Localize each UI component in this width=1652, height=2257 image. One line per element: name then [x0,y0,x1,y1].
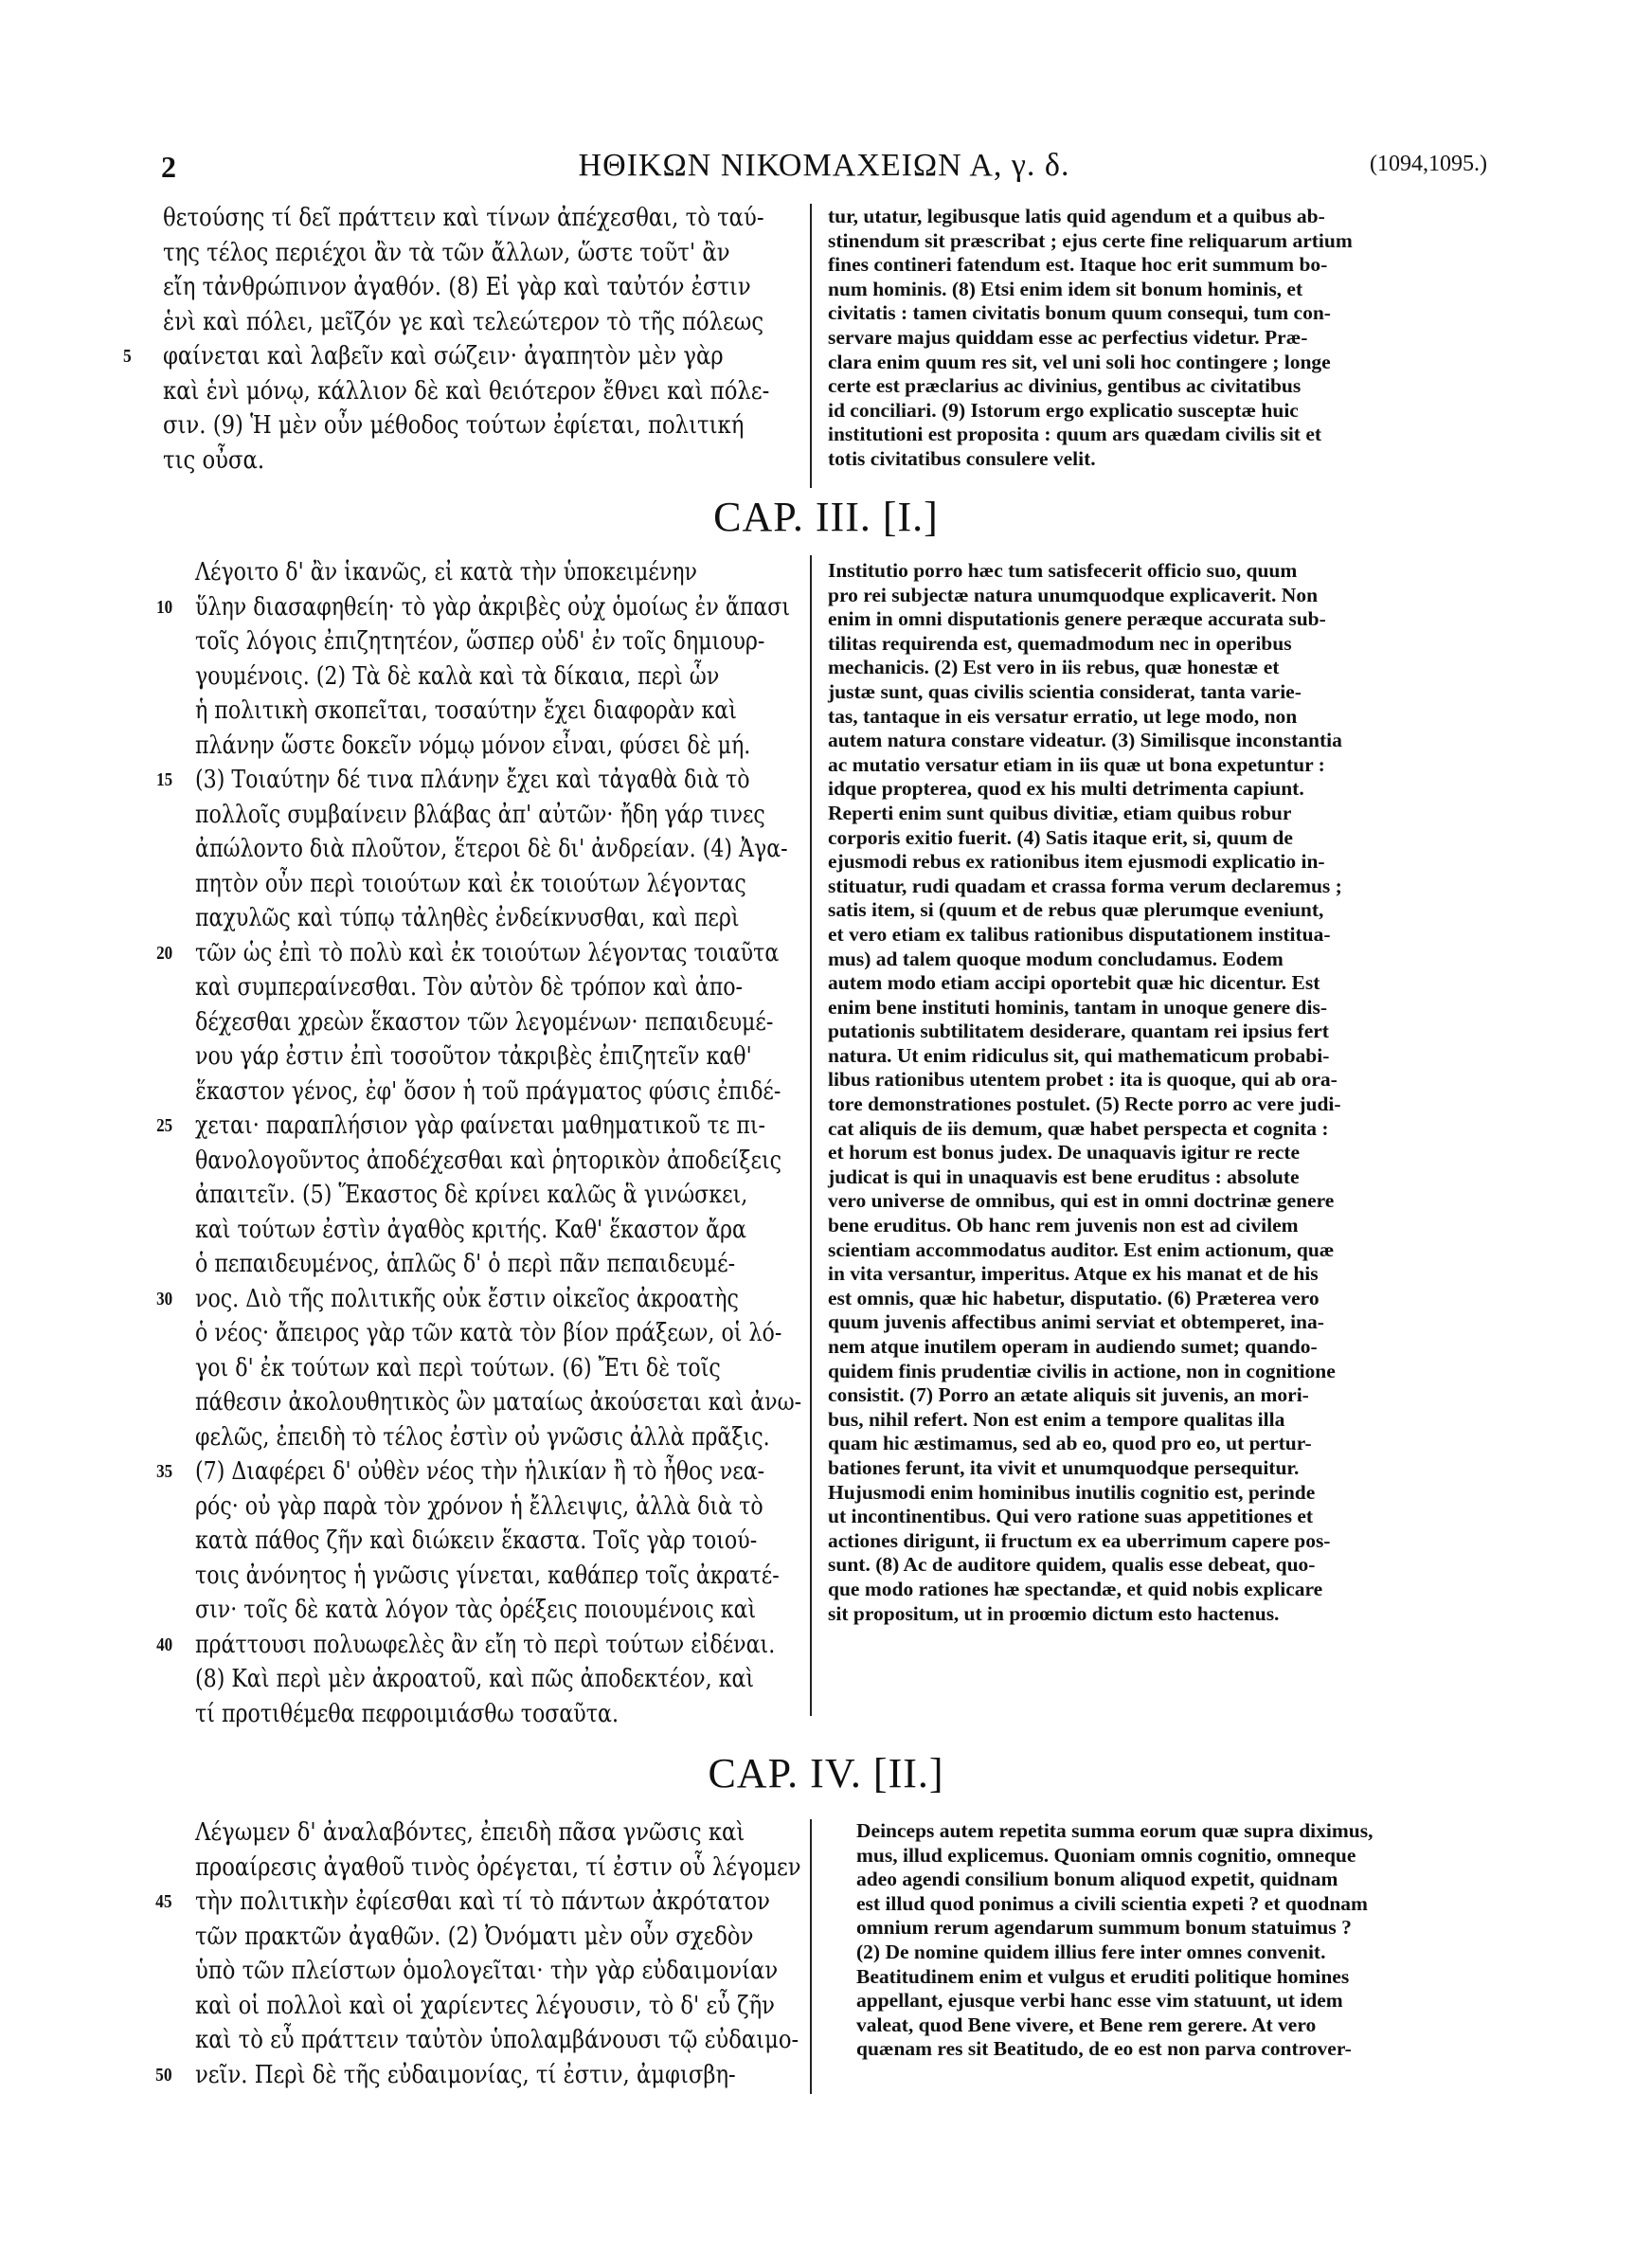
latin-text-line: ejusmodi rebus ex rationibus item ejusmodi explicatio in- [828,850,1325,874]
latin-text-line: Hujusmodi enim hominibus inutilis cognitio est, perinde [828,1480,1316,1504]
greek-text-line [156,1282,801,1317]
latin-text-line: Institutio porro hæc tum satisfecerit officio suo, quum [828,559,1298,582]
greek-line-text: δέχεσθαι χρεὼν ἕκαστον τῶν λεγομένων· πεπαιδευμέ- [195,1007,774,1037]
greek-line-text: ἑνὶ καὶ πόλει, μεῖζόν γε καὶ τελεώτερον τὸ τῆς πόλεως [163,307,764,336]
latin-text-line: sit propositum, ut in proœmio dictum esto hactenus. [828,1601,1280,1625]
latin-text-line: putationis subtilitatem desiderare, quantam rei ipsius fert [828,1020,1329,1043]
greek-text-line [163,270,769,305]
greek-text-line [195,798,801,833]
line-number: 15 [156,769,173,790]
greek-text-line [195,1697,801,1732]
chapter-heading-3: CAP. III. [I.] [713,494,939,540]
greek-text-line [195,1593,801,1628]
greek-line-text: ἕκαστον γένος, ἐφ' ὅσον ἡ τοῦ πράγματος φύσις ἐπιδέ- [195,1076,781,1106]
latin-text-line: nem atque inutilem operam in audiendo sumet; quando- [828,1335,1318,1358]
latin-text-line: certe est præclarius ac divinius, gentibus ac civitatibus [828,374,1302,398]
greek-text-line [156,1454,801,1490]
greek-text-line [156,936,801,971]
latin-text-line: enim in omni disputationis genere peræque accurata sub- [828,607,1326,631]
greek-line-text: χεται· παραπλήσιον γὰρ φαίνεται μαθηματικοῦ τε πι- [195,1111,766,1140]
column-rule [810,1819,812,2094]
greek-line-text: προαίρεσις ἀγαθοῦ τινὸς ὀρέγεται, τί ἐστιν οὗ λέγομεν [195,1852,801,1882]
greek-line-text: γοι δ' ἐκ τούτων καὶ περὶ τούτων. (6) Ἔτι δὲ τοῖς [195,1353,721,1382]
greek-text-line [195,1954,801,1989]
latin-text-line: quidem finis prudentiæ civilis in actione, non in cognitione [828,1359,1336,1382]
latin-text-line: adeo agendi consilium bonum aliquod expetit, quidnam [856,1868,1338,1891]
latin-text-line: in vita versantur, imperitus. Atque ex his manat et de his [828,1262,1319,1286]
latin-text-line: (2) De nomine quidem illius fere inter omnes convenit. [856,1940,1326,1963]
latin-text-line: pro rei subjectæ natura unumquodque explicaverit. Non [828,583,1319,606]
latin-text-line: quum juvenis affectibus animi serviat et obtemperet, ina- [828,1310,1324,1334]
greek-line-text: (3) Τοιαύτην δέ τινα πλάνην ἔχει καὶ τἀγαθὰ διὰ τὸ [195,766,750,794]
latin-column-chapter-4 [856,1819,1373,2062]
latin-text-line: quænam res sit Beatitudo, de eo est non parva controver- [856,2037,1352,2061]
line-number: 20 [156,942,173,964]
greek-text-line [195,1247,801,1282]
greek-line-text: σιν· τοῖς δὲ κατὰ λόγον τὰς ὀρέξεις ποιουμένοις καὶ [195,1596,757,1624]
bekker-page-range: (1094,1095.) [1370,152,1487,176]
greek-text-line [195,832,801,867]
greek-text-line [156,1628,801,1663]
greek-line-text: (8) Καὶ περὶ μὲν ἀκροατοῦ, καὶ πῶς ἀποδεκτέον, καὶ [195,1665,755,1693]
greek-line-text: ρός· οὐ γὰρ παρὰ τὸν χρόνον ἡ ἔλλειψις, ἀλλὰ διὰ τὸ [195,1491,763,1521]
latin-text-line: mus) ad talem quoque modum concludamus. Eodem [828,947,1284,970]
line-number: 45 [155,1891,172,1912]
latin-text-line: clara enim quum res sit, vel uni soli hoc contingere ; longe [828,350,1331,373]
greek-line-text: φελῶς, ἐπειδὴ τὸ τέλος ἐστὶν οὐ γνῶσις ἀλλὰ πρᾶξις. [195,1422,770,1452]
greek-line-text: γουμένοις. (2) Τὰ δὲ καλὰ καὶ τὰ δίκαια, περὶ ὧν [195,661,720,691]
greek-text-line [195,659,801,695]
greek-text-line [163,408,769,443]
line-number: 40 [156,1634,173,1655]
latin-text-line: bationes ferunt, ita vivit et unumquodque persequitur. [828,1455,1300,1479]
latin-text-line: Deinceps autem repetita summa eorum quæ supra diximus, [856,1819,1374,1842]
greek-line-text: ἀπώλοντο διὰ πλοῦτον, ἕτεροι δὲ δι' ἀνδρείαν. (4) Ἀγα- [195,835,788,863]
greek-text-line [195,970,801,1005]
greek-text-line [195,1144,801,1179]
greek-line-text: καὶ τὸ εὖ πράττειν ταὐτὸν ὑπολαμβάνουσι τῷ εὐδαιμο- [195,2026,799,2054]
chapter-heading-4: CAP. IV. [II.] [708,1750,944,1797]
greek-text-line [195,1490,801,1525]
greek-text-line [195,694,801,729]
greek-text-line [195,1074,801,1110]
latin-text-line: et vero etiam ex talibus rationibus disputationem institua- [828,922,1331,946]
latin-text-line: actiones dirigunt, ii fructum ex ea uberrimum capere pos- [828,1528,1331,1552]
latin-text-line: fines contineri fatendum est. Itaque hoc erit summum bo- [828,253,1328,277]
greek-line-text: τοις ἀνόνητος ἡ γνῶσις γίνεται, καθάπερ τοῖς ἀκρατέ- [195,1561,780,1590]
latin-text-line: tur, utatur, legibusque latis quid agendum et a quibus ab- [828,205,1325,227]
column-rule [810,555,812,1716]
greek-text-line [195,624,801,659]
latin-text-line: et horum est bonus judex. De unaquavis igitur re recte [828,1141,1301,1165]
greek-text-line [156,590,801,625]
greek-line-text: εἴη τἀνθρώπινον ἀγαθόν. (8) Εἰ γὰρ καὶ ταὐτόν ἐστιν [163,273,751,301]
latin-text-line: tore demonstrationes postulet. (5) Recte porro ac vere judi- [828,1092,1341,1116]
greek-text-line [195,1851,801,1886]
greek-line-text: ἡ πολιτικὴ σκοπεῖται, τοσαύτην ἔχει διαφορὰν καὶ [195,696,737,725]
column-rule [810,204,812,488]
greek-text-line [195,1920,801,1955]
latin-text-line: est omnis, quæ hic habetur, disputatio. (6) Præterea vero [828,1286,1320,1309]
latin-text-line: ut incontinentibus. Qui vero ratione suas appetitiones et [828,1505,1314,1528]
latin-text-line: quam hic æstimamus, sed ab eo, quod pro eo, ut pertur- [828,1432,1312,1455]
latin-text-line: stinendum sit præscribat ; ejus certe fine reliquarum artium [828,228,1353,252]
greek-line-text: (7) Διαφέρει δ' οὐθὲν νέος τὴν ἡλικίαν ἢ τὸ ἦθος νεα- [195,1457,765,1486]
greek-text-line [195,1989,801,2024]
greek-text-line [195,1005,801,1040]
greek-line-text: τί προτιθέμεθα πεφροιμιάσθω τοσαῦτα. [195,1699,619,1728]
line-number: 50 [155,2064,172,2085]
greek-line-text: τῶν ὡς ἐπὶ τὸ πολὺ καὶ ἐκ τοιούτων λέγοντας τοιαῦτα [195,938,780,967]
latin-text-line: totis civitatibus consulere velit. [828,446,1096,470]
greek-line-text: τῶν πρακτῶν ἀγαθῶν. (2) Ὀνόματι μὲν οὖν σχεδὸν [195,1922,754,1951]
greek-text-line [195,555,801,590]
running-title: ΗΘΙΚΩΝ ΝΙΚΟΜΑΧΕΙΩΝ Α, γ. δ. [578,148,1070,183]
greek-line-text: τις οὖσα. [163,445,265,475]
greek-text-line [195,1178,801,1213]
line-number: 35 [156,1461,173,1482]
latin-text-line: appellant, ejusque verbi hanc esse vim statuunt, ut idem [856,1989,1343,2013]
greek-column-section-1 [123,201,856,478]
greek-line-text: ὕλην διασαφηθείη· τὸ γὰρ ἀκριβὲς οὐχ ὁμοίως ἐν ἅπασι [195,592,791,622]
greek-text-line [195,901,801,936]
latin-text-line: civitatis : tamen civitatis bonum quum consequi, tum con- [828,301,1331,325]
latin-text-line: autem natura constare videatur. (3) Similisque inconstantia [828,729,1342,752]
greek-line-text: καὶ τούτων ἐστὶν ἀγαθὸς κριτής. Καθ' ἕκαστον ἄρα [195,1215,746,1244]
line-number: 25 [156,1115,173,1136]
latin-text-line: ac mutatio versatur etiam in iis quæ ut bona expetuntur : [828,752,1325,776]
latin-text-line: institutioni est proposita : quum ars quædam civilis sit et [828,423,1322,446]
greek-text-line [195,1039,801,1074]
greek-column-chapter-3 [156,555,907,1731]
latin-text-line: libus rationibus utentem probet : ita is quoque, qui ab ora- [828,1068,1338,1092]
greek-line-text: ὑπὸ τῶν πλείστων ὁμολογεῖται· τὴν γὰρ εὐδαιμονίαν [195,1957,779,1985]
greek-line-text: πητὸν οὖν περὶ τοιούτων καὶ ἐκ τοιούτων λέγοντας [195,869,746,898]
greek-text-line [156,1109,801,1144]
greek-text-line [156,763,801,798]
greek-text-line [195,729,801,764]
latin-text-line: omnium rerum agendarum summum bonum statuimus ? [856,1916,1352,1940]
greek-text-line [195,1662,801,1697]
latin-text-line: mus, illud explicemus. Quoniam omnis cognitio, omneque [856,1843,1356,1867]
greek-line-text: ὁ νέος· ἄπειρος γὰρ τῶν κατὰ τὸν βίον πράξεων, οἱ λό- [195,1319,782,1347]
line-number: 5 [123,346,132,367]
latin-text-line: vero universe de omnibus, qui est in omni doctrinæ genere [828,1189,1335,1213]
greek-text-line [195,1351,801,1386]
greek-line-text: ὁ πεπαιδευμένος, ἁπλῶς δ' ὁ περὶ πᾶν πεπαιδευμέ- [195,1250,736,1278]
greek-line-text: παχυλῶς καὶ τύπῳ τἀληθὲς ἐνδείκνυσθαι, καὶ περὶ [195,904,740,932]
latin-text-line: corporis exitio fuerit. (4) Satis itaque erit, si, quum de [828,825,1293,849]
greek-line-text: πλάνην ὥστε δοκεῖν νόμῳ μόνον εἶναι, φύσει δὲ μή. [195,731,751,760]
latin-text-line: satis item, si (quum et de rebus quæ plerumque eveniunt, [828,898,1324,922]
latin-text-line: Reperti enim sunt quibus divitiæ, etiam quibus robur [828,801,1292,824]
page-number: 2 [161,150,176,184]
greek-line-text: πάθεσιν ἀκολουθητικὸς ὢν ματαίως ἀκούσεται καὶ ἀνω- [195,1388,802,1417]
latin-text-line: que modo rationes hæ spectandæ, et quid nobis explicare [828,1577,1323,1600]
latin-text-line: num hominis. (8) Etsi enim idem sit bonum hominis, et [828,277,1303,300]
greek-line-text: νεῖν. Περὶ δὲ τῆς εὐδαιμονίας, τί ἐστιν, ἀμφισβη- [195,2060,736,2089]
greek-column-chapter-4 [155,1815,889,2092]
greek-line-text: Λέγωμεν δ' ἀναλαβόντες, ἐπειδὴ πᾶσα γνῶσις καὶ [195,1818,745,1847]
greek-line-text: Λέγοιτο δ' ἂν ἱκανῶς, εἰ κατὰ τὴν ὑποκειμένην [195,558,697,587]
greek-text-line [163,374,769,409]
latin-text-line: scientiam accommodatus auditor. Est enim actionum, quæ [828,1237,1335,1261]
greek-line-text: θανολογοῦντος ἀποδέχεσθαι καὶ ῥητορικὸν ἀποδείξεις [195,1146,782,1175]
greek-line-text: τὴν πολιτικὴν ἐφίεσθαι καὶ τί τὸ πάντων ἀκρότατον [195,1887,770,1916]
greek-text-line [195,1385,801,1420]
greek-line-text: νου γάρ ἐστιν ἐπὶ τοσοῦτον τἀκριβὲς ἐπιζητεῖν καθ' [195,1042,752,1071]
running-header [161,148,1487,195]
line-number: 30 [156,1288,173,1309]
latin-text-line: servare majus quiddam esse ac perfectius videtur. Præ- [828,325,1308,349]
greek-text-line [195,1815,801,1851]
latin-text-line: idque propterea, quod ex his multi detrimenta capiunt. [828,777,1304,801]
line-number: 10 [156,596,173,618]
greek-text-line [195,867,801,902]
greek-line-text: της τέλος περιέχοι ἂν τὰ τῶν ἄλλων, ὥστε τοῦτ' ἂν [163,238,730,267]
greek-line-text: φαίνεται καὶ λαβεῖν καὶ σώζειν· ἀγαπητὸν μὲν γὰρ [163,342,724,370]
latin-text-line: id conciliari. (9) Istorum ergo explicatio susceptæ huic [828,398,1299,422]
greek-line-text: πράττουσι πολυωφελὲς ἂν εἴη τὸ περὶ τούτων εἰδέναι. [195,1630,776,1659]
latin-text-line: consistit. (7) Porro an ætate aliquis sit juvenis, an mori- [828,1383,1309,1407]
greek-text-line [155,1885,801,1920]
latin-text-line: Beatitudinem enim et vulgus et eruditi politique homines [856,1964,1350,1988]
latin-text-line: judicat is qui in unaquavis est bene eruditus : absolute [828,1165,1300,1188]
latin-text-line: bus, nihil refert. Non est enim a tempore qualitas illa [828,1407,1285,1431]
greek-line-text: καὶ ἑνὶ μόνῳ, κάλλιον δὲ καὶ θειότερον ἔθνει καὶ πόλε- [163,376,770,406]
latin-text-line: bene eruditus. Ob hanc rem juvenis non est ad civilem [828,1214,1299,1237]
latin-column-chapter-3 [828,559,1342,1626]
latin-text-line: mechanicis. (2) Est vero in iis rebus, quæ honestæ et [828,656,1280,679]
latin-text-line: stituatur, rudi quadam et crassa forma verum declaremus ; [828,874,1342,897]
greek-text-line [123,339,769,374]
latin-column-section-1 [828,205,1353,472]
latin-text-line: tilitas requirenda est, quemadmodum nec in operibus [828,631,1292,655]
latin-text-line: autem modo etiam accipi oportebit quæ hic dicentur. Est [828,971,1320,995]
greek-text-line [195,1316,801,1351]
greek-text-line [163,443,769,478]
latin-text-line: natura. Ut enim ridiculus sit, qui mathematicum probabi- [828,1043,1330,1067]
greek-line-text: σιν. (9) Ἡ μὲν οὖν μέθοδος τούτων ἐφίεται, πολιτική [163,411,745,440]
latin-text-line: valeat, quod Bene vivere, et Bene rem gerere. At vero [856,2013,1317,2036]
greek-text-line [163,305,769,340]
greek-line-text: θετούσης τί δεῖ πράττειν καὶ τίνων ἀπέχεσθαι, τὸ ταύ- [163,204,764,232]
greek-text-line [195,2023,801,2058]
latin-text-line: cat aliquis de iis demum, quæ habet perspecta et cognita : [828,1116,1329,1140]
latin-text-line: tas, tantaque in eis versatur erratio, ut lege modo, non [828,704,1298,728]
greek-text-line [155,2058,801,2093]
latin-text-line: justæ sunt, quas civilis scientia considerat, tanta varie- [828,679,1302,703]
greek-text-line [163,236,769,271]
greek-line-text: καὶ οἱ πολλοὶ καὶ οἱ χαρίεντες λέγουσιν, τὸ δ' εὖ ζῆν [195,1991,775,2020]
greek-text-line [195,1213,801,1248]
greek-line-text: πολλοῖς συμβαίνειν βλάβας ἀπ' αὐτῶν· ἤδη γάρ τινες [195,800,765,829]
greek-line-text: ἀπαιτεῖν. (5) Ἕκαστος δὲ κρίνει καλῶς ἃ γινώσκει, [195,1181,748,1209]
greek-line-text: καὶ συμπεραίνεσθαι. Τὸν αὐτὸν δὲ τρόπον καὶ ἀπο- [195,973,744,1002]
greek-text-line [195,1559,801,1594]
latin-text-line: enim bene instituti hominis, tantam in unoque genere dis- [828,995,1328,1019]
greek-text-line [195,1524,801,1559]
greek-text-line [195,1420,801,1455]
greek-text-line [163,201,769,236]
latin-text-line: est illud quod ponimus a civili scientia expeti ? et quodnam [856,1891,1368,1915]
greek-line-text: κατὰ πάθος ζῆν καὶ διώκειν ἕκαστα. Τοῖς γὰρ τοιού- [195,1526,758,1555]
greek-line-text: τοῖς λόγοις ἐπιζητητέον, ὥσπερ οὐδ' ἐν τοῖς δημιουρ- [195,627,765,656]
greek-line-text: νος. Διὸ τῆς πολιτικῆς οὐκ ἔστιν οἰκεῖος ἀκροατὴς [195,1284,739,1313]
latin-text-line: sunt. (8) Ac de auditore quidem, qualis esse debeat, quo- [828,1553,1316,1577]
